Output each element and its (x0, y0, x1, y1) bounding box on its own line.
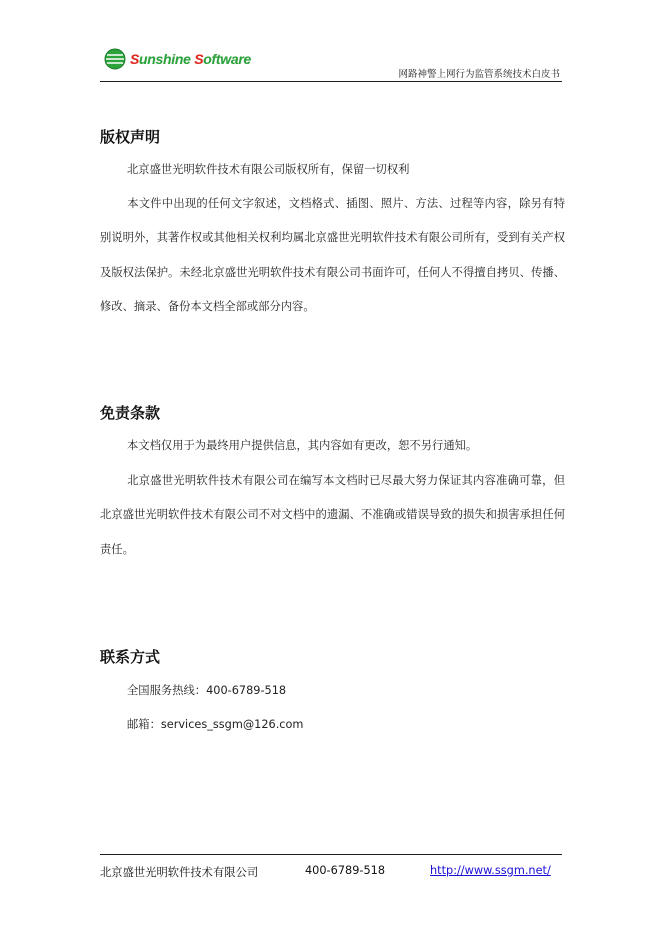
contact-email: 邮箱：services_ssgm@126.com (127, 718, 304, 731)
contact-hotline: 全国服务热线：400-6789-518 (127, 684, 287, 697)
copyright-heading: 版权声明 (100, 128, 161, 146)
footer-divider (100, 854, 562, 855)
copyright-paragraph-2: 本文件中出现的任何文字叙述，文档格式、插图、照片、方法、过程等内容，除另有特别说明外，其著作权或其他相关权利均属北京盛世光明软件技术有限公司所有，受到有关产权及版权法保护。未经北京盛世光明软件技术有限公司书面许可，任何人不得擅自拷贝、传播、修改、摘录、备份本文档全部或部分内容。 (100, 197, 565, 313)
contact-heading: 联系方式 (100, 648, 161, 666)
disclaimer-paragraph-1: 本文档仅用于为最终用户提供信息，其内容如有更改，恕不另行通知。 (127, 439, 478, 452)
copyright-paragraph-1: 北京盛世光明软件技术有限公司版权所有，保留一切权利 (127, 163, 410, 176)
header-divider (100, 81, 562, 82)
disclaimer-heading: 免责条款 (100, 404, 161, 422)
disclaimer-paragraph-2: 北京盛世光明软件技术有限公司在编写本文档时已尽最大努力保证其内容准确可靠，但北京盛世光明软件技术有限公司不对文档中的遗漏、不准确或错误导致的损失和损害承担任何责任。 (100, 474, 565, 556)
page-header (100, 44, 562, 82)
logo-wordmark: Sunshine Software (130, 51, 251, 67)
page-footer (100, 854, 562, 884)
company-logo (104, 48, 251, 70)
footer-company-name: 北京盛世光明软件技术有限公司 (100, 866, 259, 879)
globe-logo-icon (104, 48, 126, 70)
document-title: 网路神警上网行为监管系统技术白皮书 (398, 69, 560, 80)
footer-phone: 400-6789-518 (305, 864, 386, 877)
footer-website-link[interactable]: http://www.ssgm.net/ (430, 864, 551, 877)
